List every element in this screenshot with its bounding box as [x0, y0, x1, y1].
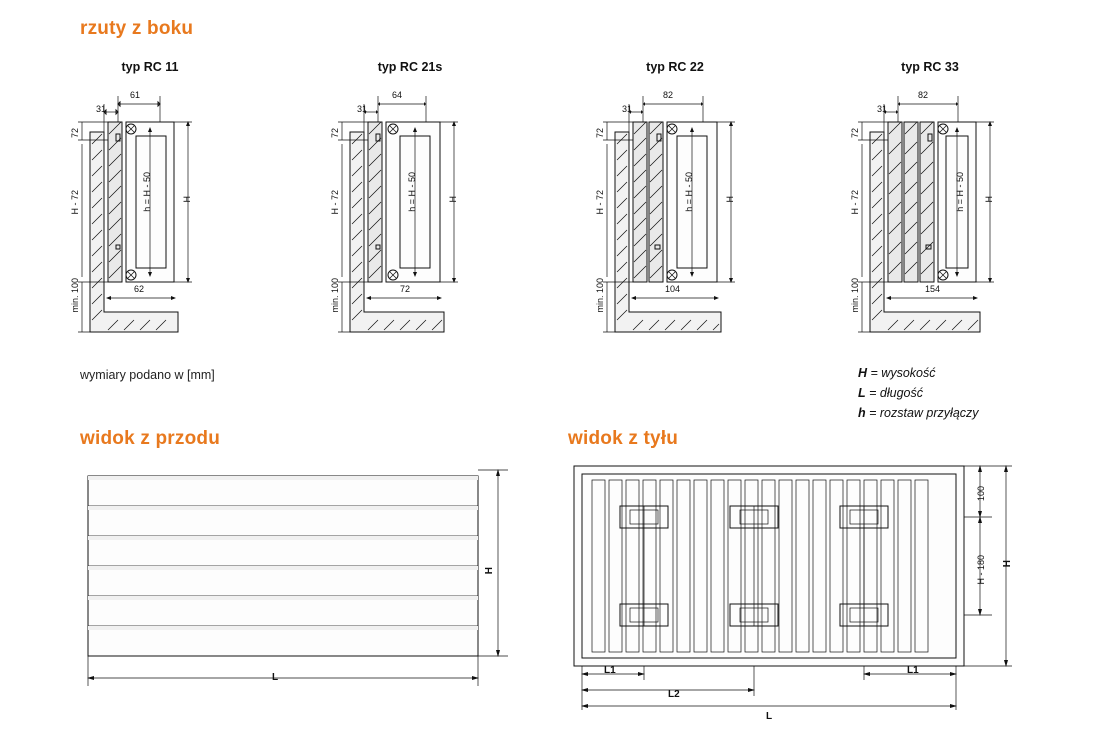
- dim-rc22-left-top: 72: [595, 128, 605, 139]
- dim-rc21s-top-small: 31: [357, 104, 368, 114]
- dim-rc33-h-inner: h = H - 50: [955, 172, 965, 212]
- dim-back-top-right: 100: [976, 486, 986, 502]
- dim-rc22-H: H: [725, 196, 735, 203]
- dim-rc21s-h-inner: h = H - 50: [407, 172, 417, 212]
- side-views-title: rzuty z boku: [80, 18, 194, 39]
- dim-rc33-H: H: [984, 196, 994, 203]
- legend-text-H: = wysokość: [870, 366, 936, 380]
- front-view-drawing: [70, 460, 510, 710]
- front-view-title: widok z przodu: [80, 428, 221, 449]
- dim-rc22-bottom: 104: [665, 284, 681, 294]
- side-view-title-rc33: typ RC 33: [901, 60, 959, 74]
- dim-rc11-H: H: [182, 196, 192, 203]
- units-note: wymiary podano w [mm]: [80, 368, 215, 382]
- side-view-rc21s: [320, 82, 520, 342]
- legend-symbol-L: L: [858, 386, 866, 400]
- side-view-rc22: [585, 82, 795, 342]
- dim-rc21s-H: H: [448, 196, 458, 203]
- dim-back-L: L: [766, 711, 773, 722]
- back-view-drawing: [560, 458, 1020, 720]
- side-view-title-rc22: typ RC 22: [646, 60, 704, 74]
- dim-rc21s-top-total: 64: [392, 90, 403, 100]
- dim-back-L2: L2: [668, 689, 680, 700]
- legend: [858, 366, 979, 420]
- dim-rc22-h-inner: h = H - 50: [684, 172, 694, 212]
- front-view-L-label: L: [272, 672, 279, 683]
- dim-rc11-left-top: 72: [70, 128, 80, 139]
- dim-rc33-left-top: 72: [850, 128, 860, 139]
- dim-rc22-left-bottom: min. 100: [595, 278, 605, 313]
- side-view-title-rc21s: typ RC 21s: [377, 60, 443, 74]
- front-view-H-label: H: [484, 567, 495, 575]
- side-view-rc33: [840, 82, 1055, 342]
- legend-symbol-H: H: [858, 366, 868, 380]
- dim-rc21s-bottom: 72: [400, 284, 411, 294]
- dim-rc33-top-small: 31: [877, 104, 888, 114]
- dim-rc21s-left-top: 72: [330, 128, 340, 139]
- dim-back-L1-left: L1: [604, 665, 616, 676]
- dim-rc33-left-bottom: min. 100: [850, 278, 860, 313]
- legend-text-h: = rozstaw przyłączy: [869, 406, 979, 420]
- dim-rc22-top-total: 82: [663, 90, 674, 100]
- dim-back-L1-right: L1: [907, 665, 919, 676]
- dim-back-mid-right: H - 180: [976, 555, 986, 585]
- dim-rc22-left-mid: H - 72: [595, 190, 605, 215]
- dim-rc11-left-bottom: min. 100: [70, 278, 80, 313]
- legend-symbol-h: h: [858, 406, 866, 420]
- dim-back-H: H: [1002, 560, 1013, 568]
- legend-text-L: = długość: [869, 386, 923, 400]
- dim-rc33-top-total: 82: [918, 90, 929, 100]
- back-view-title: widok z tyłu: [568, 428, 679, 449]
- dim-rc11-top-total: 61: [130, 90, 141, 100]
- dim-rc11-bottom: 62: [134, 284, 145, 294]
- dim-rc21s-left-bottom: min. 100: [330, 278, 340, 313]
- dim-rc33-bottom: 154: [925, 284, 941, 294]
- dim-rc11-left-mid: H - 72: [70, 190, 80, 215]
- dim-rc11-top-small: 31: [96, 104, 107, 114]
- dim-rc22-top-small: 31: [622, 104, 633, 114]
- side-view-title-rc11: typ RC 11: [121, 60, 179, 74]
- dim-rc33-left-mid: H - 72: [850, 190, 860, 215]
- dim-rc11-h-inner: h = H - 50: [142, 172, 152, 212]
- side-view-rc11: [60, 82, 260, 342]
- dim-rc21s-left-mid: H - 72: [330, 190, 340, 215]
